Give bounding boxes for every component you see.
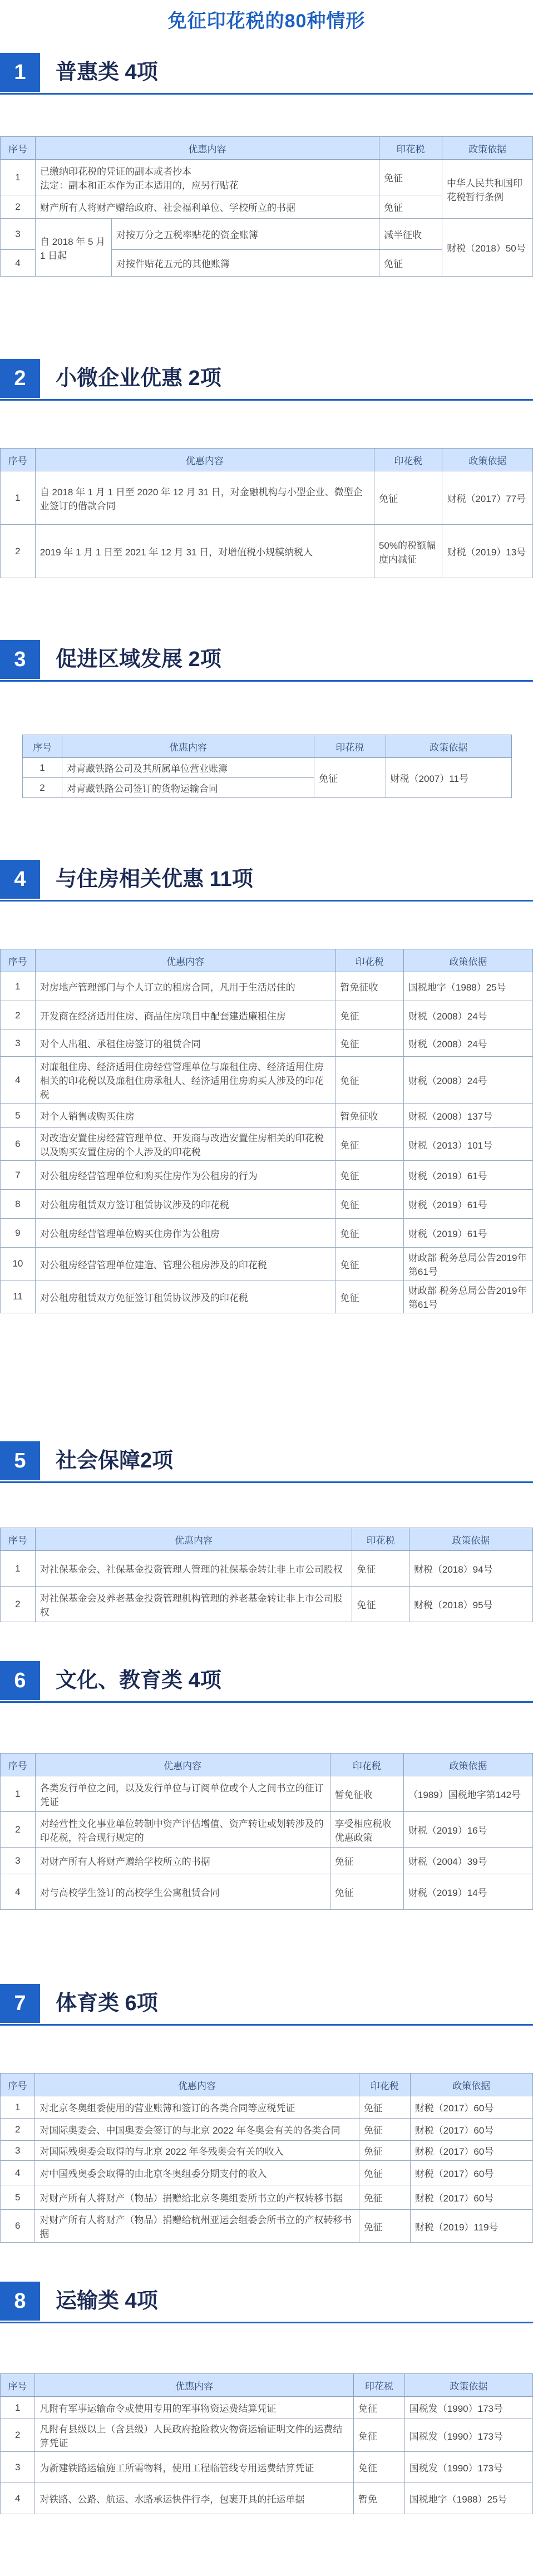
row-tax: 免征 (335, 1128, 403, 1161)
row-content: 对公租房经营管理单位建造、管理公租房涉及的印花税 (35, 1248, 335, 1280)
row-tax: 免征 (379, 195, 442, 219)
row-content: 对房地产管理部门与个人订立的租房合同，凡用于生活居住的 (35, 972, 335, 1001)
table-row (1, 2161, 533, 2185)
row-basis: 财税（2007）11号 (386, 758, 511, 798)
table-row (23, 758, 512, 778)
col-tax: 印花税 (353, 2374, 404, 2397)
col-no: 序号 (1, 1754, 36, 1776)
section-number: 4 (0, 860, 40, 899)
row-no: 1 (1, 2397, 35, 2419)
table-row (1, 525, 533, 578)
col-basis: 政策依据 (403, 1754, 532, 1776)
table-row (1, 1030, 533, 1057)
row-tax: 免征 (359, 2096, 410, 2119)
col-content: 优惠内容 (62, 735, 314, 758)
row-tax: 免征 (335, 1030, 403, 1057)
table-row (1, 2185, 533, 2210)
row-tax: 免征 (379, 250, 442, 277)
row-content (36, 160, 379, 195)
row-content: 对国际残奥委会取得的与北京 2022 年冬残奥会有关的收入 (35, 2141, 359, 2161)
row-no: 3 (1, 219, 36, 250)
row-no: 2 (1, 1812, 36, 1848)
section-8 (0, 2282, 533, 2505)
row-no: 5 (1, 1104, 36, 1128)
col-basis: 政策依据 (409, 1528, 532, 1551)
table-row (1, 1776, 533, 1812)
row-content: 2019 年 1 月 1 日至 2021 年 12 月 31 日，对增值税小规模纳税人 (35, 525, 374, 578)
row-no: 1 (1, 2096, 35, 2119)
row-content: 凡附有县级以上（含县级）人民政府抢险救灾物资运输证明文件的运费结算凭证 (35, 2419, 354, 2452)
table-row (1, 2141, 533, 2161)
section-1 (0, 53, 533, 269)
col-tax: 印花税 (314, 735, 386, 758)
row-no: 3 (1, 1848, 36, 1874)
table-row (1, 219, 533, 250)
col-no: 序号 (1, 137, 36, 160)
row-tax: 免征 (335, 1161, 403, 1190)
row-content-line: 已缴纳印花税的凭证的副本或者抄本 (40, 166, 191, 177)
table-row (1, 2397, 533, 2419)
col-basis: 政策依据 (442, 137, 533, 160)
policy-table (0, 448, 533, 578)
col-tax: 印花税 (379, 137, 442, 160)
row-basis: 财税（2019）16号 (403, 1812, 532, 1848)
row-basis: 财税（2019）61号 (403, 1190, 532, 1219)
section-divider (0, 2322, 533, 2323)
row-content: 对经营性文化事业单位转制中资产评估增值、资产转让或划转涉及的印花税，符合现行规定的 (35, 1812, 330, 1848)
row-content: 开发商在经济适用住房、商品住房项目中配套建造廉租住房 (35, 1001, 335, 1030)
row-basis: 财税（2017）77号 (442, 471, 533, 525)
row-tax: 免征 (314, 758, 386, 798)
table-row (1, 2096, 533, 2119)
section-header (0, 860, 533, 899)
table-header-row (1, 2073, 533, 2096)
row-no: 10 (1, 1248, 36, 1280)
section-divider (0, 2024, 533, 2026)
section-7 (0, 1984, 533, 2239)
table-row (1, 471, 533, 525)
table-header-row (1, 137, 533, 160)
section-divider (0, 1701, 533, 1703)
section-divider (0, 900, 533, 902)
row-tax: 免征 (359, 2119, 410, 2141)
section-number: 3 (0, 640, 40, 679)
row-date: 自 2018 年 5 月 1 日起 (36, 219, 112, 277)
row-no: 1 (1, 471, 36, 525)
row-no: 1 (1, 160, 36, 195)
row-basis: 国税发（1990）173号 (404, 2452, 532, 2483)
policy-table (0, 949, 533, 1313)
section-title: 运输类 4项 (56, 2289, 158, 2313)
table-row (1, 160, 533, 195)
row-tax: 免征 (359, 2141, 410, 2161)
row-tax: 免征 (379, 160, 442, 195)
table-row (1, 1001, 533, 1030)
row-tax: 免征 (353, 2452, 404, 2483)
table-row (1, 1057, 533, 1104)
row-basis: 中华人民共和国印花税暂行条例 (442, 160, 533, 219)
table-header-row (1, 449, 533, 471)
col-content: 优惠内容 (35, 1528, 352, 1551)
row-tax: 免征 (359, 2210, 410, 2243)
row-no: 5 (1, 2185, 35, 2210)
col-no: 序号 (1, 2374, 35, 2397)
section-divider (0, 680, 533, 682)
row-basis: 财税（2017）60号 (410, 2119, 532, 2141)
row-content: 对廉租住房、经济适用住房经营管理单位与廉租住房、经济适用住房相关的印花税以及廉租住房承租人、经济适用住房购买人涉及的印花税 (35, 1057, 335, 1104)
row-basis: 财税（2019）13号 (442, 525, 533, 578)
row-no: 4 (1, 1874, 36, 1910)
col-content: 优惠内容 (35, 949, 335, 972)
row-no: 9 (1, 1219, 36, 1248)
row-tax: 免征 (359, 2185, 410, 2210)
row-basis: 财税（2019）61号 (403, 1219, 532, 1248)
row-content: 对个人出租、承租住房签订的租赁合同 (35, 1030, 335, 1057)
table-row (1, 1248, 533, 1280)
section-number: 2 (0, 359, 40, 398)
row-tax: 免征 (335, 1219, 403, 1248)
col-basis: 政策依据 (410, 2073, 532, 2096)
col-content: 优惠内容 (35, 1754, 330, 1776)
section-2 (0, 359, 533, 565)
row-tax: 免征 (353, 2419, 404, 2452)
col-no: 序号 (1, 2073, 35, 2096)
row-content: 对北京冬奥组委使用的营业账簿和签订的各类合同等应税凭证 (35, 2096, 359, 2119)
row-tax: 免征 (352, 1551, 409, 1587)
row-content: 各类发行单位之间，以及发行单位与订阅单位或个人之间书立的征订凭证 (35, 1776, 330, 1812)
col-content: 优惠内容 (35, 2073, 359, 2096)
section-header (0, 53, 533, 92)
row-no: 1 (1, 1551, 36, 1587)
section-number: 6 (0, 1661, 40, 1700)
section-header (0, 2282, 533, 2321)
row-no: 2 (1, 2419, 35, 2452)
row-no: 4 (1, 250, 36, 277)
table-row (1, 1587, 533, 1622)
table-row (1, 2210, 533, 2243)
col-no: 序号 (1, 449, 36, 471)
col-content: 优惠内容 (35, 449, 374, 471)
row-content: 对公租房经营管理单位和购买住房作为公租房的行为 (35, 1161, 335, 1190)
row-basis: 财税（2004）39号 (403, 1848, 532, 1874)
row-basis: 国税地字（1988）25号 (404, 2483, 532, 2514)
col-tax: 印花税 (335, 949, 403, 972)
col-content: 优惠内容 (35, 2374, 354, 2397)
row-basis: 财税（2017）60号 (410, 2096, 532, 2119)
policy-table (0, 2373, 533, 2514)
row-no: 1 (1, 972, 36, 1001)
row-no: 2 (1, 195, 36, 219)
row-content: 自 2018 年 1 月 1 日至 2020 年 12 月 31 日，对金融机构与小型企业、微型企业签订的借款合同 (35, 471, 374, 525)
row-tax: 减半征收 (379, 219, 442, 250)
row-no: 4 (1, 1057, 36, 1104)
section-header (0, 1984, 533, 2023)
table-row (1, 972, 533, 1001)
section-6 (0, 1661, 533, 1898)
section-header (0, 1661, 533, 1700)
row-no: 3 (1, 1030, 36, 1057)
col-basis: 政策依据 (442, 449, 533, 471)
table-row (1, 1812, 533, 1848)
row-no: 2 (1, 2119, 35, 2141)
table-row (1, 1551, 533, 1587)
row-tax: 免征 (335, 1190, 403, 1219)
policy-table (0, 1753, 533, 1910)
row-basis: 财税（2018）50号 (442, 219, 533, 277)
section-title: 与住房相关优惠 11项 (56, 868, 253, 891)
row-basis: 财税（2017）60号 (410, 2161, 532, 2185)
section-divider (0, 1481, 533, 1483)
col-tax: 印花税 (359, 2073, 410, 2096)
table-row (1, 2419, 533, 2452)
row-tax: 免征 (335, 1057, 403, 1104)
row-tax: 免征 (330, 1874, 403, 1910)
col-no: 序号 (23, 735, 62, 758)
row-no: 7 (1, 1161, 36, 1190)
row-basis: 财税（2019）119号 (410, 2210, 532, 2243)
row-no: 1 (23, 758, 62, 778)
row-basis: 财税（2008）24号 (403, 1057, 532, 1104)
row-no: 8 (1, 1190, 36, 1219)
row-tax: 免征 (335, 1248, 403, 1280)
row-basis: 国税地字（1988）25号 (403, 972, 532, 1001)
section-title: 普惠类 4项 (56, 61, 158, 84)
section-divider (0, 399, 533, 401)
row-no: 6 (1, 1128, 36, 1161)
row-basis: 国税发（1990）173号 (404, 2419, 532, 2452)
table-row (1, 2483, 533, 2514)
row-content: 对公租房租赁双方免征签订租赁协议涉及的印花税 (35, 1280, 335, 1313)
row-content: 对青藏铁路公司及其所属单位营业账簿 (62, 758, 314, 778)
row-content: 为新建铁路运输施工所需物料，使用工程临管线专用运费结算凭证 (35, 2452, 354, 2483)
row-tax: 享受相应税收优惠政策 (330, 1812, 403, 1848)
section-4 (0, 860, 533, 1310)
row-no: 2 (1, 1587, 36, 1622)
row-content: 对改造安置住房经营管理单位、开发商与改造安置住房相关的印花税以及购买安置住房的个人涉及的印花税 (35, 1128, 335, 1161)
row-content: 对财产所有人将财产（物品）捐赠给杭州亚运会组委会所书立的产权转移书据 (35, 2210, 359, 2243)
row-basis: 财税（2008）24号 (403, 1030, 532, 1057)
row-content: 对青藏铁路公司签订的货物运输合同 (62, 778, 314, 798)
row-content: 对社保基金会、社保基金投资管理人管理的社保基金转让非上市公司股权 (35, 1551, 352, 1587)
row-content-line: 法定：副本和正本作为正本适用的，应另行贴花 (40, 180, 239, 191)
section-header (0, 359, 533, 398)
policy-table (0, 1528, 533, 1622)
section-divider (0, 93, 533, 95)
row-content: 对国际奥委会、中国奥委会签订的与北京 2022 年冬奥会有关的各类合同 (35, 2119, 359, 2141)
section-title: 体育类 6项 (56, 1992, 158, 2015)
policy-table (0, 136, 533, 277)
table-header-row (23, 735, 512, 758)
section-title: 文化、教育类 4项 (56, 1669, 221, 1692)
table-header-row (1, 2374, 533, 2397)
row-no: 2 (23, 778, 62, 798)
table-row (1, 2119, 533, 2141)
row-content: 对与高校学生签订的高校学生公寓租赁合同 (35, 1874, 330, 1910)
row-basis: 财税（2008）137号 (403, 1104, 532, 1128)
row-content: 财产所有人将财产赠给政府、社会福利单位、学校所立的书据 (36, 195, 379, 219)
table-header-row (1, 1754, 533, 1776)
row-content: 对财产所有人将财产（物品）捐赠给北京冬奥组委所书立的产权转移书据 (35, 2185, 359, 2210)
col-tax: 印花税 (374, 449, 442, 471)
row-tax: 暂免征收 (335, 1104, 403, 1128)
row-content: 凡附有军事运输命令或使用专用的军事物资运费结算凭证 (35, 2397, 354, 2419)
section-3 (0, 640, 533, 794)
row-basis: 财政部 税务总局公告2019年第61号 (403, 1248, 532, 1280)
row-tax: 免征 (353, 2397, 404, 2419)
row-no: 11 (1, 1280, 36, 1313)
row-tax: 免征 (335, 1280, 403, 1313)
row-content: 对财产所有人将财产赠给学校所立的书据 (35, 1848, 330, 1874)
policy-table (0, 2073, 533, 2243)
row-basis: 财税（2013）101号 (403, 1128, 532, 1161)
row-content: 对中国残奥委会取得的由北京冬奥组委分期支付的收入 (35, 2161, 359, 2185)
row-no: 3 (1, 2452, 35, 2483)
row-tax: 免征 (374, 471, 442, 525)
col-basis: 政策依据 (403, 949, 532, 972)
row-tax: 免征 (330, 1848, 403, 1874)
section-number: 1 (0, 53, 40, 92)
row-content: 对按万分之五税率贴花的资金账簿 (112, 219, 379, 250)
row-tax: 暂免征收 (330, 1776, 403, 1812)
row-basis: 国税发（1990）173号 (404, 2397, 532, 2419)
section-header (0, 640, 533, 679)
row-content: 对铁路、公路、航运、水路承运快件行李，包裹开具的托运单据 (35, 2483, 354, 2514)
section-number: 8 (0, 2282, 40, 2321)
table-row (1, 2452, 533, 2483)
table-row (1, 1874, 533, 1910)
row-no: 2 (1, 525, 36, 578)
row-tax: 暂免 (353, 2483, 404, 2514)
page-title: 免征印花税的80种情形 (167, 11, 366, 32)
col-no: 序号 (1, 949, 36, 972)
col-no: 序号 (1, 1528, 36, 1551)
row-no: 3 (1, 2141, 35, 2161)
section-title: 小微企业优惠 2项 (56, 367, 221, 390)
row-no: 2 (1, 1001, 36, 1030)
row-content: 对公租房租赁双方签订租赁协议涉及的印花税 (35, 1190, 335, 1219)
row-basis: 财政部 税务总局公告2019年第61号 (403, 1280, 532, 1313)
table-header-row (1, 949, 533, 972)
row-no: 6 (1, 2210, 35, 2243)
row-tax: 免征 (359, 2161, 410, 2185)
section-title: 促进区域发展 2项 (56, 648, 221, 671)
row-basis: 财税（2017）60号 (410, 2141, 532, 2161)
section-number: 5 (0, 1441, 40, 1480)
row-tax: 暂免征收 (335, 972, 403, 1001)
row-tax: 50%的税额幅度内减征 (374, 525, 442, 578)
row-basis: 财税（2008）24号 (403, 1001, 532, 1030)
row-content: 对社保基金会及养老基金投资管理机构管理的养老基金转让非上市公司股权 (35, 1587, 352, 1622)
row-basis: 财税（2018）95号 (409, 1587, 532, 1622)
col-basis: 政策依据 (386, 735, 511, 758)
row-basis: 财税（2019）14号 (403, 1874, 532, 1910)
table-row (1, 1219, 533, 1248)
row-basis: 财税（2019）61号 (403, 1161, 532, 1190)
row-content: 对公租房经营管理单位购买住房作为公租房 (35, 1219, 335, 1248)
section-header (0, 1441, 533, 1480)
table-row (1, 1161, 533, 1190)
table-row (1, 1848, 533, 1874)
section-5 (0, 1441, 533, 1618)
section-number: 7 (0, 1984, 40, 2023)
policy-table (22, 735, 512, 798)
section-title: 社会保障2项 (56, 1449, 174, 1472)
row-no: 1 (1, 1776, 36, 1812)
row-tax: 免征 (335, 1001, 403, 1030)
col-basis: 政策依据 (404, 2374, 532, 2397)
row-content: 对个人销售或购买住房 (35, 1104, 335, 1128)
col-tax: 印花税 (352, 1528, 409, 1551)
table-row (1, 1104, 533, 1128)
table-header-row (1, 1528, 533, 1551)
row-no: 4 (1, 2483, 35, 2514)
col-content: 优惠内容 (36, 137, 379, 160)
table-row (1, 1128, 533, 1161)
row-basis: 财税（2018）94号 (409, 1551, 532, 1587)
row-content: 对按件贴花五元的其他账簿 (112, 250, 379, 277)
row-basis: （1989）国税地字第142号 (403, 1776, 532, 1812)
row-basis: 财税（2017）60号 (410, 2185, 532, 2210)
col-tax: 印花税 (330, 1754, 403, 1776)
row-tax: 免征 (352, 1587, 409, 1622)
table-row (1, 1190, 533, 1219)
table-row (1, 1280, 533, 1313)
row-no: 4 (1, 2161, 35, 2185)
